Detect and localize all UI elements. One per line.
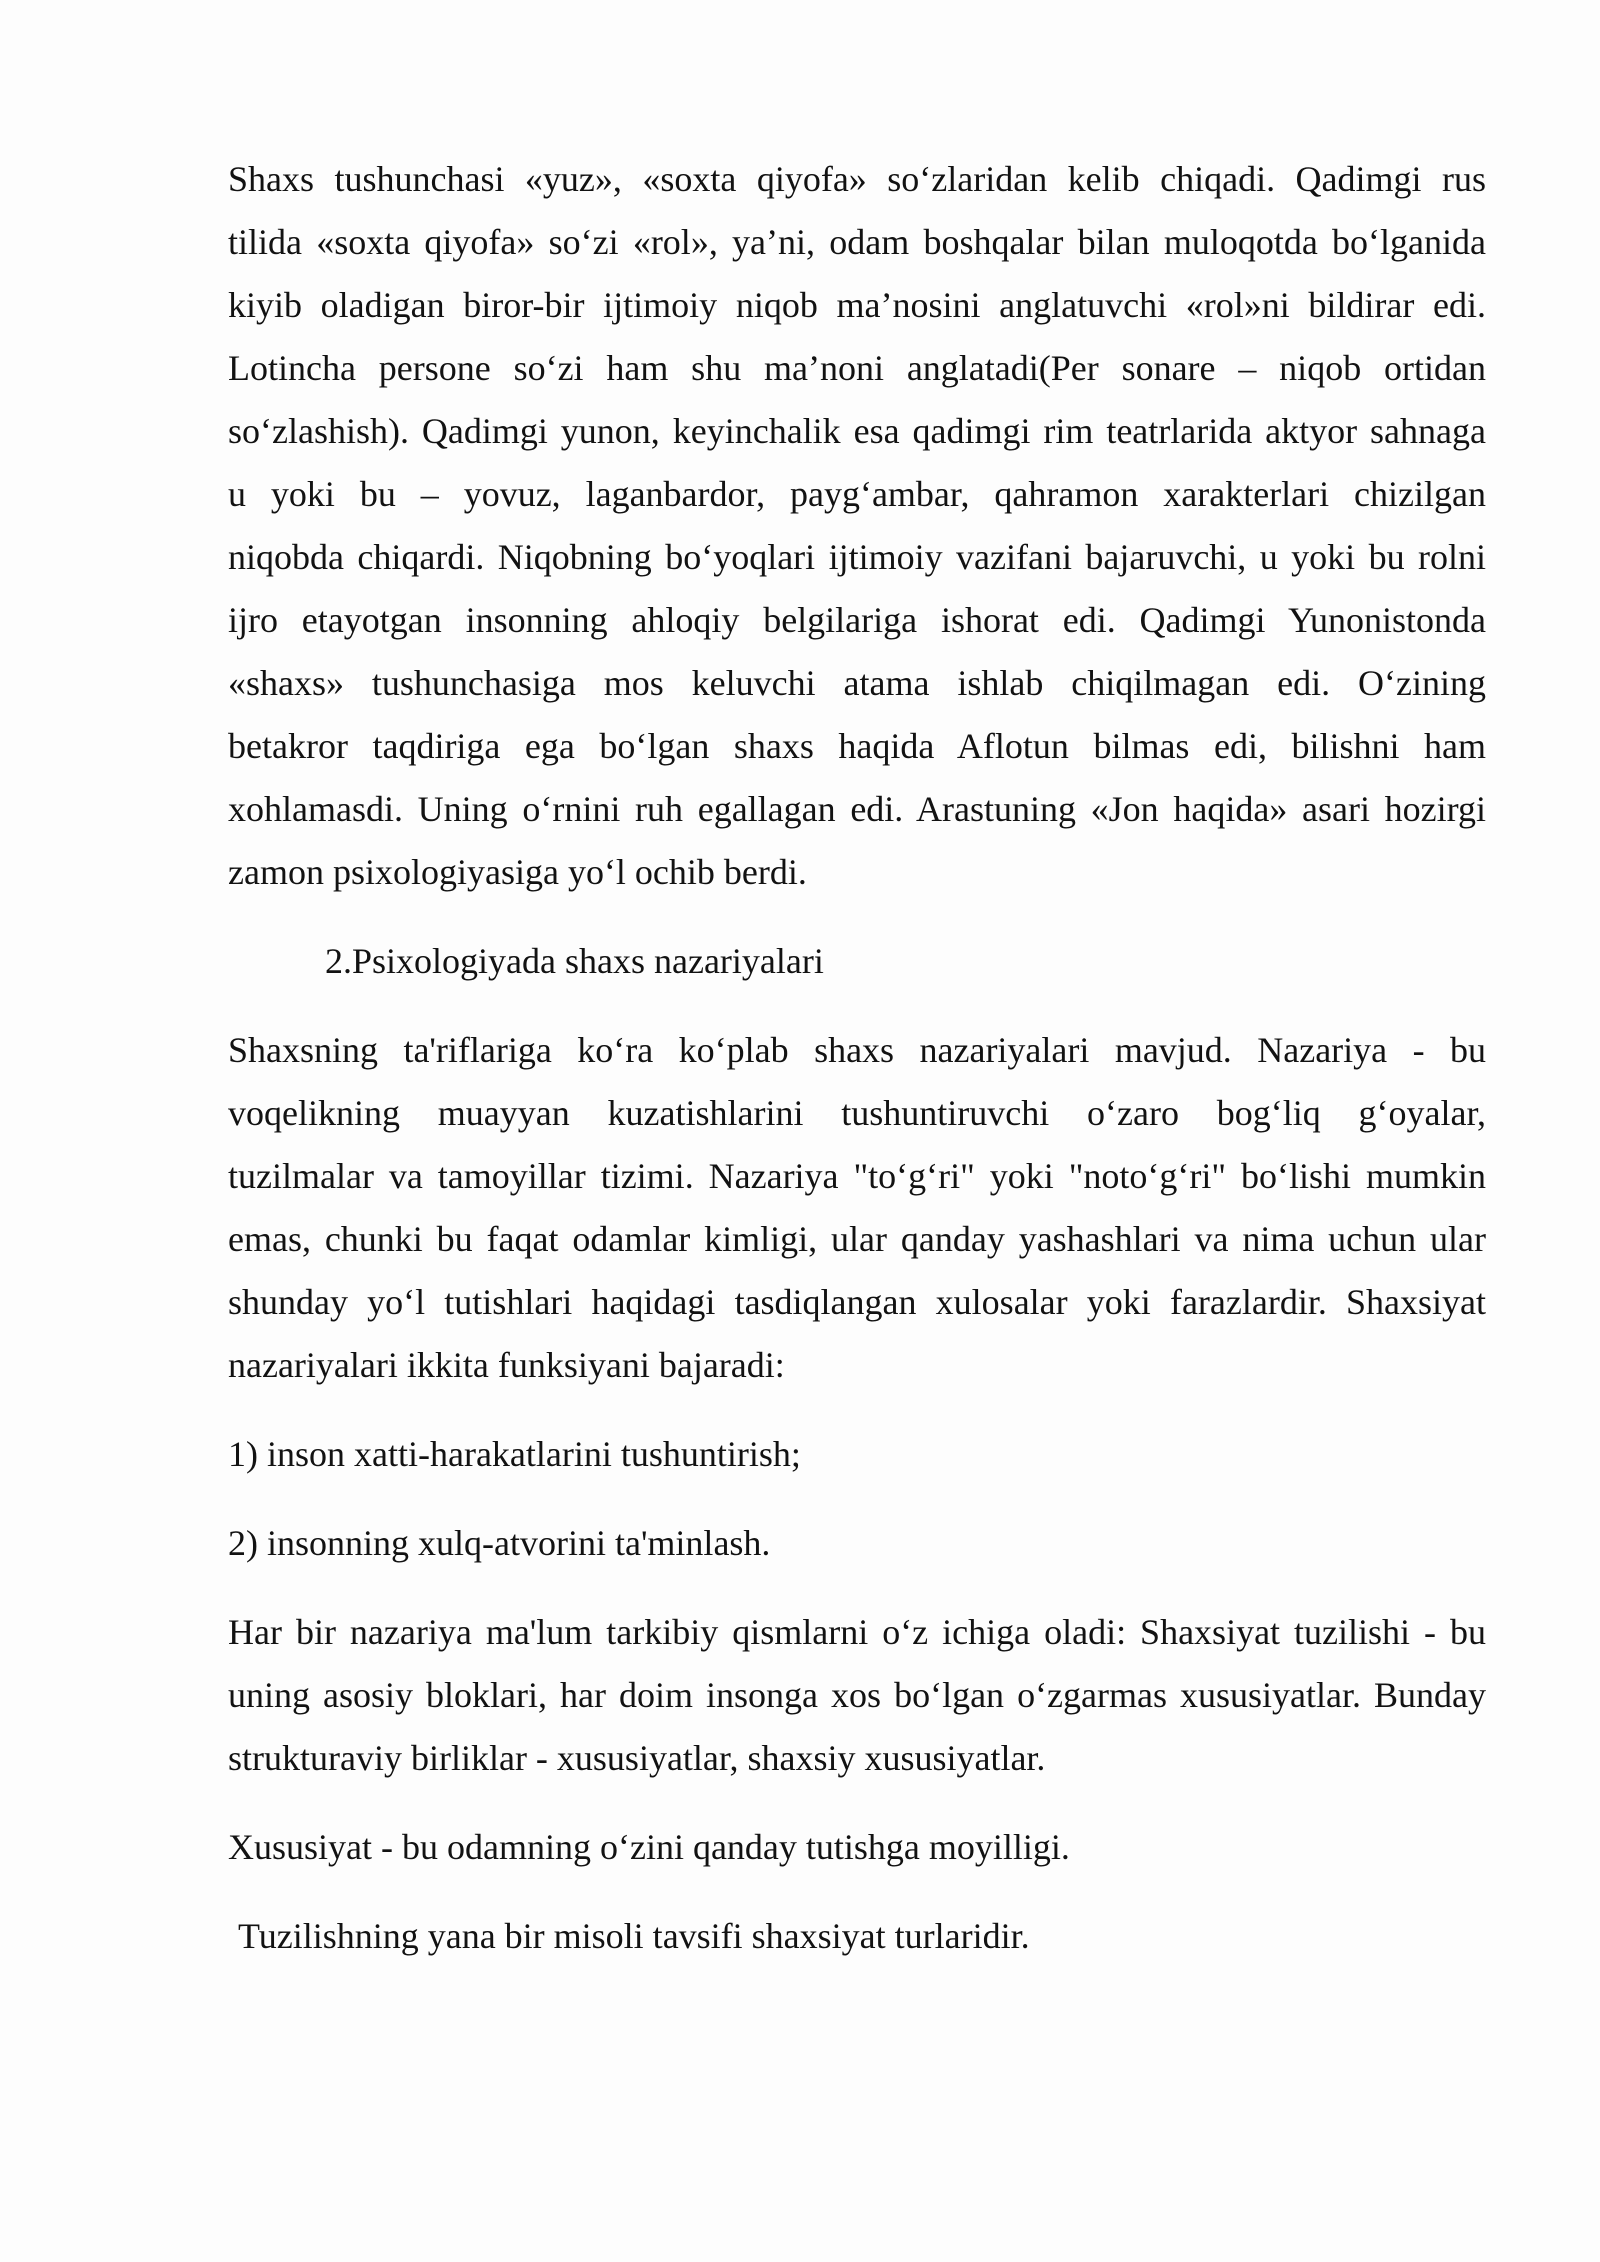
heading [228, 930, 1486, 993]
text-line: strukturaviy birliklar - xususiyatlar, shaxsiy xususiyatlar. [228, 1738, 1046, 1778]
text-line: emas, chunki bu faqat odamlar kimligi, ular qanday yashashlari va nima uchun ular [228, 1219, 1486, 1259]
text-line: voqelikning muayyan kuzatishlarini tushuntiruvchi o‘zaro bog‘liq g‘oyalar, [228, 1093, 1486, 1133]
text-line: Shaxs tushunchasi «yuz», «soxta qiyofa» so‘zlaridan kelib chiqadi. Qadimgi rus [228, 159, 1486, 199]
text-line: u yoki bu – yovuz, laganbardor, payg‘ambar, qahramon xarakterlari chizilgan [228, 474, 1486, 514]
list-item [228, 1512, 1486, 1575]
paragraph [228, 1601, 1486, 1790]
text-line: 2.Psixologiyada shaxs nazariyalari [325, 941, 824, 981]
text-line: so‘zlashish). Qadimgi yunon, keyinchalik esa qadimgi rim teatrlarida aktyor sahnaga [228, 411, 1486, 451]
paragraph [228, 1816, 1486, 1879]
text-line: betakror taqdiriga ega bo‘lgan shaxs haqida Aflotun bilmas edi, bilishni ham [228, 726, 1486, 766]
text-line: kiyib oladigan biror-bir ijtimoiy niqob ma’nosini anglatuvchi «rol»ni bildirar edi. [228, 285, 1486, 325]
text-line: tilida «soxta qiyofa» so‘zi «rol», ya’ni, odam boshqalar bilan muloqotda bo‘lganida [228, 222, 1486, 262]
text-line: tuzilmalar va tamoyillar tizimi. Nazariya "to‘g‘ri" yoki "noto‘g‘ri" bo‘lishi mumkin [228, 1156, 1486, 1196]
text-line: xohlamasdi. Uning o‘rnini ruh egallagan edi. Arastuning «Jon haqida» asari hozirgi [228, 789, 1486, 829]
text-line: nazariyalari ikkita funksiyani bajaradi: [228, 1345, 785, 1385]
text-line: 2) insonning xulq-atvorini ta'minlash. [228, 1523, 771, 1563]
text-line: Lotincha persone so‘zi ham shu ma’noni anglatadi(Per sonare – niqob ortidan [228, 348, 1486, 388]
text-line: niqobda chiqardi. Niqobning bo‘yoqlari ijtimoiy vazifani bajaruvchi, u yoki bu rolni [228, 537, 1486, 577]
text-line: 1) inson xatti-harakatlarini tushuntirish; [228, 1434, 801, 1474]
paragraph [228, 1019, 1486, 1397]
paragraph [228, 148, 1486, 904]
text-line: Xususiyat - bu odamning o‘zini qanday tutishga moyilligi. [228, 1827, 1070, 1867]
text-area [228, 148, 1486, 1994]
text-line: uning asosiy bloklari, har doim insonga xos bo‘lgan o‘zgarmas xususiyatlar. Bunday [228, 1675, 1486, 1715]
text-line: Tuzilishning yana bir misoli tavsifi shaxsiyat turlaridir. [238, 1916, 1030, 1956]
text-line: zamon psixologiyasiga yo‘l ochib berdi. [228, 852, 807, 892]
text-line: Shaxsning ta'riflariga ko‘ra ko‘plab shaxs nazariyalari mavjud. Nazariya - bu [228, 1030, 1486, 1070]
paragraph [228, 1905, 1486, 1968]
text-line: shunday yo‘l tutishlari haqidagi tasdiqlangan xulosalar yoki farazlardir. Shaxsiyat [228, 1282, 1486, 1322]
text-line: ijro etayotgan insonning ahloqiy belgilariga ishorat edi. Qadimgi Yunonistonda [228, 600, 1486, 640]
list-item [228, 1423, 1486, 1486]
text-line: «shaxs» tushunchasiga mos keluvchi atama ishlab chiqilmagan edi. O‘zining [228, 663, 1486, 703]
text-line: Har bir nazariya ma'lum tarkibiy qismlarni o‘z ichiga oladi: Shaxsiyat tuzilishi - bu [228, 1612, 1486, 1652]
